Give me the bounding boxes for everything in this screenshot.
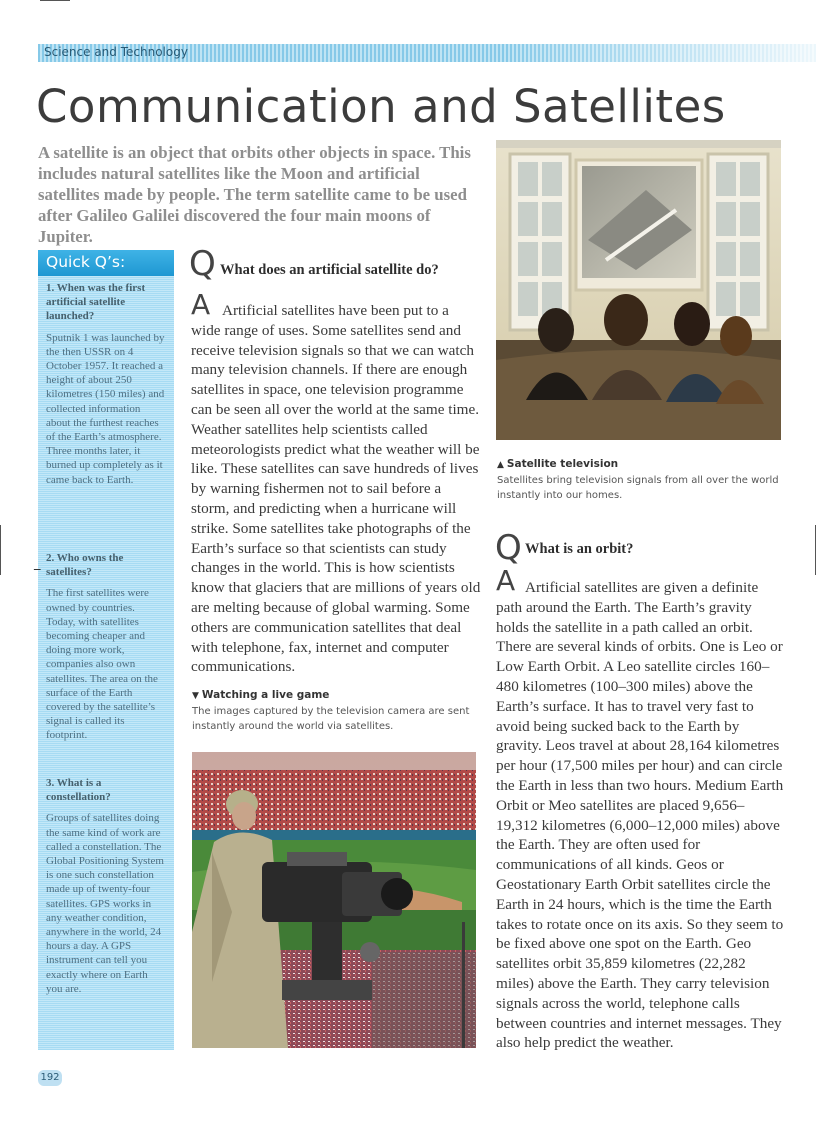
quick-q-item-3 <box>46 776 166 996</box>
top-crop-line <box>40 0 70 1</box>
camera-stadium-illustration <box>192 752 476 1048</box>
quick-q-question: 3. What is a constellation? <box>46 777 111 804</box>
question-letter-q: Q <box>495 528 522 568</box>
tv-room-illustration <box>496 140 781 440</box>
answer-paragraph: Artificial satellites have been put to a wide range of uses. Some satellites send and receive television signals so that we can watch many television channels. If there are enough satellites in space, one television programme can be seen all over the world at the same time. Weather satellites help scientists called meteorologists predict what the weather will be like. These satellites can save hundreds of lives by warning fishermen not to sail before a storm, and predicting when a hurricane will strike. Some satellites take photographs of the Earth’s surface so that scientists can study changes in the world. This is how scientists know that glaciers that are millions of years old are melting because of global warming. Some others are communication satellites that deal with telephone, fax, internet and computer communications. <box>191 302 481 676</box>
intro-paragraph: A satellite is an object that orbits other objects in space. This includes natural satellites like the Moon and artificial satellites made by people. The term satellite came to be used after Galileo Galilei discovered the four main moons of Jupiter. <box>38 143 471 246</box>
question-heading: What is an orbit? <box>525 541 634 557</box>
quick-q-answer: Groups of satellites doing the same kind of work are called a constellation. The Global Positioning System is one such constellation made up of twenty-four satellites. GPS works in any weather condition, anywhere in the world, 24 hours a day. A GPS instrument can tell you exactly where on Earth you are. <box>46 812 164 995</box>
caption-title-text: Watching a live game <box>201 689 330 701</box>
section-label: Science and Technology <box>44 45 188 59</box>
quick-q-question: 1. When was the first artificial satellite launched? <box>46 282 146 323</box>
answer-paragraph: Artificial satellites are given a definite path around the Earth. The Earth’s gravity holds the satellite in a path called an orbit. There are several kinds of orbits. One is Leo or Low Earth Orbit. A Leo satellite circles 160–480 kilometres (100–300 miles) above the Earth’s surface. It has to travel very fast to avoid being sucked back to the Earth by gravity. Leos travel at about 28,164 kilometres per hour (17,500 miles per hour) and can circle the Earth in less than two hours. Medium Earth Orbit or Meo satellites are placed 9,656–19,312 kilometres (6,000–12,000 miles) above the Earth. They are often used for communications of all kinds. Geos or Geostationary Earth Orbit satellites circle the Earth in 24 hours, which is the time the Earth takes to rotate once on its axis. So they seem to be fixed above one spot on the Earth. Geo satellites orbit 35,859 kilometres (22,282 miles) above the Earth. They carry television signals across the world, telephone calls between countries and internet messages. They also help predict the weather. <box>496 579 784 1052</box>
question-heading: What does an artificial satellite do? <box>220 262 439 278</box>
quick-qs-title: Quick Q’s: <box>46 253 126 271</box>
question-letter-q: Q <box>189 244 216 284</box>
stray-underscore-mark: _ <box>34 556 41 571</box>
quick-q-answer: The first satellites were owned by countries. Today, with satellites becoming cheaper and doing more work, companies also own satellites. The area on the surface of the Earth covered by the satellite’s signal is called its footprint. <box>46 587 158 742</box>
quick-q-item-2 <box>46 551 164 743</box>
quick-q-question: 2. Who owns the satellites? <box>46 552 124 579</box>
answer-letter-a: A <box>191 288 211 321</box>
page-number: 192 <box>38 1070 62 1086</box>
caption-arrow-up-icon: ▲ <box>497 460 504 470</box>
quick-q-answer: Sputnik 1 was launched by the then USSR on 4 October 1957. It reached a height of about 250 kilometres (150 miles) and collected information about the furthest reaches of the Earth’s atmosphere. Three months later, it burned up completely as it came back to Earth. <box>46 331 165 486</box>
answer-letter-a: A <box>496 564 516 597</box>
page-title: Communication and Satellites <box>36 80 726 133</box>
caption-title-text: Satellite television <box>506 458 619 470</box>
caption-body-game: The images captured by the television camera are sent instantly around the world via satellites. <box>192 706 470 732</box>
left-crop-mark <box>0 525 1 575</box>
caption-arrow-down-icon: ▼ <box>192 691 199 701</box>
caption-body-tv: Satellites bring television signals from all over the world instantly into our homes. <box>497 475 779 501</box>
quick-q-item-1 <box>46 281 166 487</box>
photo-family-watching-tv <box>496 140 781 440</box>
photo-tv-camera-stadium <box>192 752 476 1048</box>
caption-title-game <box>192 689 329 701</box>
caption-title-tv <box>497 458 618 470</box>
